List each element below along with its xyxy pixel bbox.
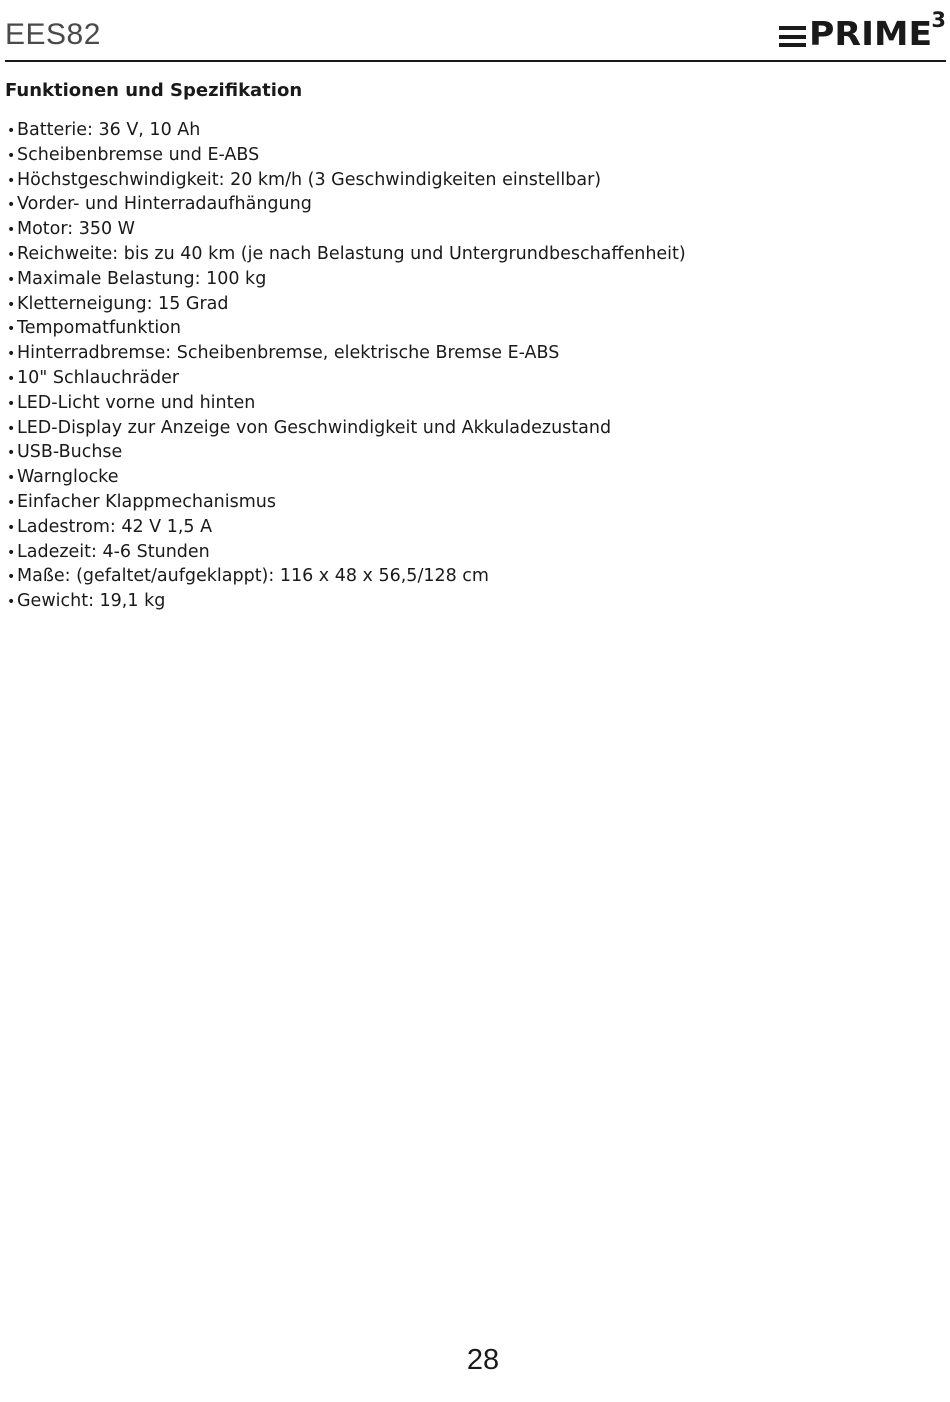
bullet-icon: •: [7, 246, 16, 263]
spec-list-item: [7, 292, 686, 317]
spec-list-item: [7, 242, 686, 267]
bullet-icon: •: [7, 420, 16, 437]
spec-text: Scheibenbremse und E-ABS: [17, 144, 260, 165]
spec-list-item: [7, 515, 686, 540]
spec-text: Maximale Belastung: 100 kg: [17, 268, 267, 289]
bullet-icon: •: [7, 395, 16, 412]
bullet-icon: •: [7, 147, 16, 164]
spec-text: 10" Schlauchräder: [17, 367, 180, 388]
brand-logo: [779, 8, 946, 54]
bullet-icon: •: [7, 172, 16, 189]
brand-name: PRIME: [809, 14, 933, 53]
spec-text: Warnglocke: [17, 467, 119, 488]
bullet-icon: •: [7, 594, 16, 611]
bullet-icon: •: [7, 544, 16, 561]
bullet-icon: •: [7, 321, 16, 338]
spec-list-item: [7, 217, 686, 242]
spec-list-item: [7, 267, 686, 292]
spec-text: Einfacher Klappmechanismus: [17, 491, 276, 512]
page-number: 28: [466, 1344, 500, 1376]
spec-text: Ladezeit: 4-6 Stunden: [17, 541, 210, 562]
bullet-icon: •: [7, 470, 16, 487]
spec-text: Kletterneigung: 15 Grad: [17, 293, 229, 314]
spec-list-item: [7, 465, 686, 490]
bullet-icon: •: [7, 370, 16, 387]
spec-text: Höchstgeschwindigkeit: 20 km/h (3 Geschwindigkeiten einstellbar): [17, 169, 602, 190]
spec-text: LED-Display zur Anzeige von Geschwindigkeit und Akkuladezustand: [17, 417, 612, 438]
page-header: [5, 0, 946, 62]
spec-list-item: [7, 316, 686, 341]
spec-list: [7, 118, 686, 614]
bullet-icon: •: [7, 445, 16, 462]
spec-list-item: [7, 440, 686, 465]
bullet-icon: •: [7, 271, 16, 288]
spec-text: LED-Licht vorne und hinten: [17, 392, 256, 413]
spec-text: Batterie: 36 V, 10 Ah: [17, 120, 201, 140]
spec-list-item: [7, 540, 686, 565]
bullet-icon: •: [7, 569, 16, 586]
spec-text: Maße: (gefaltet/aufgeklappt): 116 x 48 x 56,5/128 cm: [17, 566, 489, 587]
bullet-icon: •: [7, 519, 16, 536]
section-title: Funktionen und Spezifikation: [5, 80, 303, 101]
spec-text: Tempomatfunktion: [17, 318, 181, 339]
spec-text: Reichweite: bis zu 40 km (je nach Belastung und Untergrundbeschaffenheit): [17, 243, 686, 264]
spec-text: USB-Buchse: [17, 442, 123, 463]
spec-list-item: [7, 118, 686, 143]
spec-list-item: [7, 192, 686, 217]
bullet-icon: •: [7, 346, 16, 363]
bullet-icon: •: [7, 123, 16, 139]
spec-text: Ladestrom: 42 V 1,5 A: [17, 516, 213, 537]
spec-list-item: [7, 143, 686, 168]
spec-text: Vorder- und Hinterradaufhängung: [17, 194, 312, 215]
logo-bars-icon: [779, 26, 806, 47]
brand-superscript: 3: [931, 8, 946, 32]
spec-list-item: [7, 416, 686, 441]
spec-list-item: [7, 564, 686, 589]
spec-list-item: [7, 341, 686, 366]
spec-list-item: [7, 366, 686, 391]
model-name: EES82: [5, 18, 101, 51]
spec-list-item: [7, 589, 686, 614]
bullet-icon: •: [7, 296, 16, 313]
bullet-icon: •: [7, 222, 16, 239]
spec-text: Gewicht: 19,1 kg: [17, 591, 166, 612]
bullet-icon: •: [7, 197, 16, 214]
spec-list-item: [7, 391, 686, 416]
spec-list-item: [7, 168, 686, 193]
spec-text: Hinterradbremse: Scheibenbremse, elektrische Bremse E-ABS: [17, 343, 560, 364]
spec-text: Motor: 350 W: [17, 219, 135, 240]
bullet-icon: •: [7, 494, 16, 511]
spec-list-item: [7, 490, 686, 515]
